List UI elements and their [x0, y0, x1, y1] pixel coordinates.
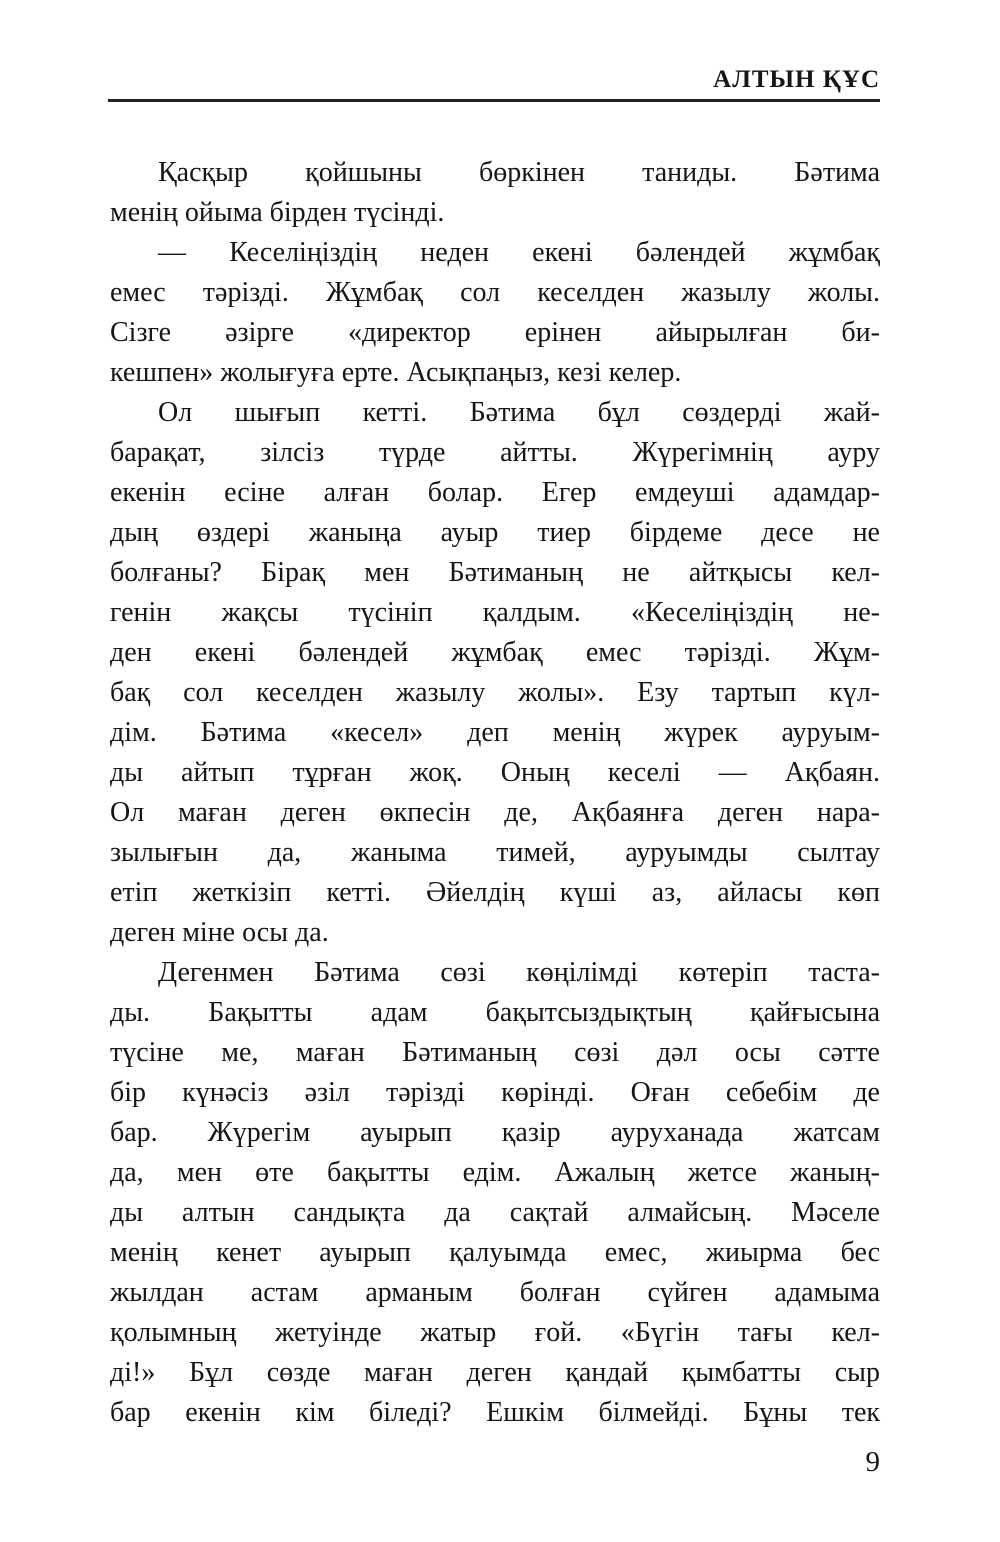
page-number: 9	[865, 1446, 880, 1478]
text-line: Ол шығып кетті. Бәтима бұл сөздерді жай-	[158, 397, 880, 428]
text-line: менің кенет ауырып қалуымда емес, жиырма бес	[110, 1237, 880, 1268]
body-text	[110, 153, 880, 1433]
text-line: ді!» Бұл сөзде маған деген қандай қымбатты сыр	[110, 1357, 880, 1388]
running-header-title: АЛТЫН ҚҰС	[713, 66, 880, 93]
text-line: дім. Бәтима «кесел» деп менің жүрек ауруым-	[110, 717, 880, 748]
text-line: барақат, зілсіз түрде айтты. Жүрегімнің ауру	[110, 437, 880, 468]
text-line: жылдан астам арманым болған сүйген адамыма	[110, 1277, 880, 1308]
text-line: етіп жеткізіп кетті. Әйелдің күші аз, айласы көп	[110, 877, 880, 908]
text-line: түсіне ме, маған Бәтиманың сөзі дәл осы сәтте	[110, 1037, 880, 1068]
text-line: — Кеселіңіздің неден екені бәлендей жұмбақ	[158, 237, 880, 268]
text-line: ды алтын сандықта да сақтай алмайсың. Мәселе	[110, 1197, 880, 1228]
header-rule	[108, 99, 880, 102]
text-line: Қасқыр қойшыны бөркінен таниды. Бәтима	[158, 157, 880, 188]
text-line: емес тәрізді. Жұмбақ сол кеселден жазылу жолы.	[110, 277, 880, 308]
text-line: Дегенмен Бәтима сөзі көңілімді көтеріп таста-	[158, 957, 880, 988]
text-line: болғаны? Бірақ мен Бәтиманың не айтқысы кел-	[110, 557, 880, 588]
text-line: қолымның жетуінде жатыр ғой. «Бүгін тағы кел-	[110, 1317, 880, 1348]
text-line: бар екенін кім біледі? Ешкім білмейді. Бұны тек	[110, 1397, 880, 1428]
text-line: бақ сол кеселден жазылу жолы». Езу тартып күл-	[110, 677, 880, 708]
text-line: бір күнәсіз әзіл тәрізді көрінді. Оған себебім де	[110, 1077, 880, 1108]
text-line: екенін есіне алған болар. Егер емдеуші адамдар-	[110, 477, 880, 508]
text-line: генін жақсы түсініп қалдым. «Кеселіңіздің не-	[110, 597, 880, 628]
text-line: менің ойыма бірден түсінді.	[110, 197, 445, 228]
text-line: дың өздері жаныңа ауыр тиер бірдеме десе не	[110, 517, 880, 548]
text-line: ды айтып тұрған жоқ. Оның кеселі — Ақбаян.	[110, 757, 880, 788]
text-line: да, мен өте бақытты едім. Ажалың жетсе жаның-	[110, 1157, 880, 1188]
text-line: бар. Жүрегім ауырып қазір ауруханада жатсам	[110, 1117, 880, 1148]
text-line: ден екені бәлендей жұмбақ емес тәрізді. Жұм-	[110, 637, 880, 668]
text-line: Ол маған деген өкпесін де, Ақбаянға деген нара-	[110, 797, 880, 828]
text-line: зылығын да, жаныма тимей, ауруымды сылтау	[110, 837, 880, 868]
text-line: Сізге әзірге «директор ерінен айырылған би-	[110, 317, 880, 348]
text-line: кешпен» жолығуға ерте. Асықпаңыз, кезі келер.	[110, 357, 682, 388]
text-line: деген міне осы да.	[110, 917, 329, 948]
text-line: ды. Бақытты адам бақытсыздықтың қайғысына	[110, 997, 880, 1028]
